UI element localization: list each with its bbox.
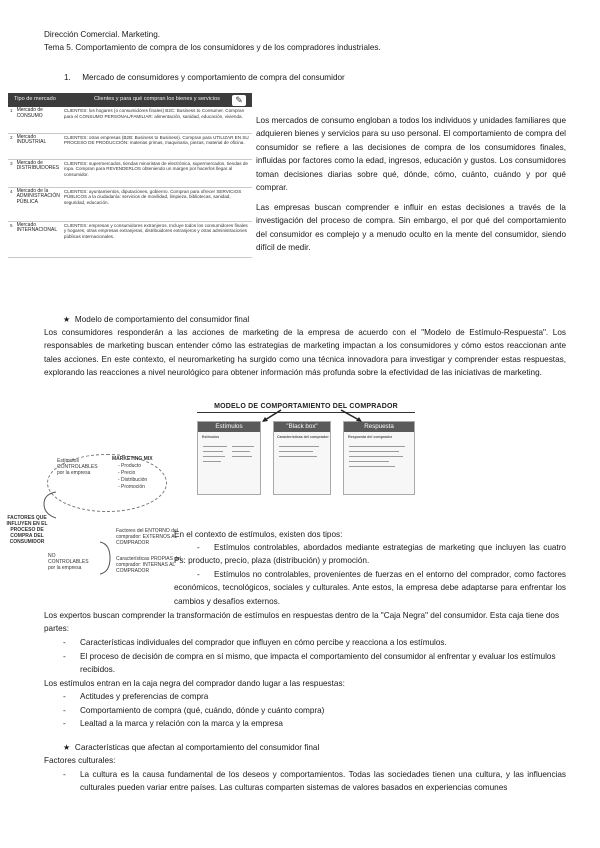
mix-item: - Precio — [118, 470, 136, 476]
topic-title: Tema 5. Comportamiento de compra de los consumidores y de los compradores industriales. — [44, 43, 381, 52]
row-number: 4 — [8, 187, 15, 221]
market-type: Mercado INTERNACIONAL — [15, 221, 62, 257]
model-paragraph: Los consumidores responderán a las acciones de marketing de la empresa de acuerdo con el "Modelo de Estímulo-Respuesta". Los responsables de marketing buscan entender cómo las estrategias de marketing impactan a los consumidores y cómo estos reaccionan ante tales acciones. En este contexto, el neuromarketing ha surgido como una técnica innovadora para investigar y comprender estas respuestas, explorando las reacciones a nivel neurológico para obtener información más profunda sobre la efectividad de las iniciativas de marketing. — [44, 328, 566, 378]
section3-heading-text: Características que afectan al comportamiento del consumidor final — [74, 743, 320, 752]
controllable-label: Estímulos CONTROLABLES por la empresa — [57, 458, 98, 476]
row-number: 2 — [8, 133, 15, 159]
market-types-table — [8, 93, 252, 258]
mix-item: - Promoción — [118, 484, 145, 490]
marketing-mix-label: MARKETING MIX — [112, 456, 153, 462]
buyer-behavior-model-diagram — [197, 403, 415, 498]
table-row — [8, 133, 252, 159]
star-icon: ★ — [63, 315, 71, 324]
arrow-down-right-icon — [337, 409, 367, 423]
blackbox-intro: Los expertos buscan comprender la transformación de estímulos en respuestas dentro de la "Caja Negra" del consumidor. Esta caja tiene dos partes: — [44, 611, 560, 634]
market-type: Mercado INDUSTRIAL — [15, 133, 62, 159]
stimuli-box — [197, 421, 261, 495]
section2-heading-text: Modelo de comportamiento del consumidor final — [74, 315, 250, 324]
table-row — [8, 221, 252, 257]
diagram-title: MODELO DE COMPORTAMIENTO DEL COMPRADOR — [197, 403, 415, 413]
section1-heading: 1. Mercado de consumidores y comportamiento de compra del consumidor — [64, 73, 345, 82]
response-box — [343, 421, 415, 495]
stimuli-intro: En el contexto de estímulos, existen dos tipos: — [174, 530, 343, 539]
course-title: Dirección Comercial. Marketing. — [44, 30, 161, 39]
blackbox-part: El proceso de decisión de compra en sí mismo, que impacta el comportamiento del consumidor al enfrentar y evaluar los estímulos recibidos. — [80, 652, 556, 675]
cultural-factors-label: Factores culturales: — [44, 756, 116, 765]
star-icon: ★ — [63, 743, 71, 752]
bullet-dash: - — [197, 543, 200, 552]
cultural-item: La cultura es la causa fundamental de los deseos y comportamientos. Todas las sociedades tienen una cultura, y las influencias culturales pueden variar entre países. Las culturas comparten sistemas de valores basados en experiencias comunes — [80, 770, 566, 793]
section2-heading — [63, 313, 249, 326]
external-factors-label: Factores del ENTORNO del comprador: EXTERNOS AL COMPRADOR — [116, 528, 178, 546]
bullet-dash: - — [63, 770, 66, 779]
stimuli-subhead: Estímulos — [202, 435, 220, 439]
responses-intro: Los estímulos entran en la caja negra del comprador dando lugar a las respuestas: — [44, 679, 345, 688]
black-box — [273, 421, 331, 495]
mix-item: - Producto — [118, 463, 142, 469]
table-header-clients: Clientes y para qué compran los bienes y servicios — [62, 93, 252, 107]
market-type: Mercado de CONSUMO — [15, 107, 62, 133]
internal-factors-label: Características PROPIAS del comprador: INTERNAS AL COMPRADOR — [116, 556, 182, 574]
black-box-subhead: Características del comprador — [277, 435, 329, 439]
market-type: Mercado de la ADMINISTRACIÓN PÚBLICA — [15, 187, 62, 221]
response-box-header: Respuesta — [344, 422, 414, 432]
brace-icon — [30, 490, 60, 520]
handshake-icon: ✎ — [232, 95, 246, 106]
row-number: 1 — [8, 107, 15, 133]
black-box-header: "Black box" — [274, 422, 330, 432]
uncontrollable-label: NO CONTROLABLES por la empresa — [48, 553, 89, 571]
response-item: Comportamiento de compra (qué, cuándo, dónde y cuánto compra) — [80, 706, 325, 715]
stimuli-item: Estímulos no controlables, provenientes de fuerzas en el entorno del comprador, como factores económicos, tecnológicos, sociales y culturales. Ante estos, la empresa debe adaptarse para enfrentar los cambios y desafíos externos. — [174, 570, 566, 606]
stimuli-box-header: Estímulos — [198, 422, 260, 432]
row-number: 5 — [8, 221, 15, 257]
response-item: Actitudes y preferencias de compra — [80, 692, 209, 701]
bullet-dash: - — [63, 692, 66, 701]
section3-heading — [63, 741, 319, 754]
influence-factors-label: FACTORES QUE INFLUYEN EN EL PROCESO DE COMPRA DEL CONSUMIDOR — [6, 515, 48, 545]
blackbox-part: Características individuales del comprador que influyen en cómo percibe y reacciona a los estímulos. — [80, 638, 447, 647]
row-number: 3 — [8, 159, 15, 187]
consumer-markets-paragraph: Los mercados de consumo engloban a todos los individuos y unidades familiares que adquieren bienes y servicios para su uso personal. El comportamiento de compra del consumidor se refiere a las decisiones de compra de los consumidores finales, influidas por factores como la edad, ingresos, educación y gustos. Los consumidores toman decisiones diarias sobre qué, dónde, cómo, cuánto, cuándo y por qué comprar. — [256, 116, 566, 193]
bullet-dash: - — [63, 719, 66, 728]
table-header-type: Tipo de mercado — [8, 93, 62, 107]
market-description: CLIENTES: los hogares (o consumidores finales) B2C: Business to Consumer. Compran para el CONSUMO PERSONAL/FAMILIAR: alimentación, sanidad, educación, vivienda. — [62, 107, 252, 133]
market-type: Mercado de DISTRIBUIDORES — [15, 159, 62, 187]
bullet-dash: - — [197, 570, 200, 579]
bullet-dash: - — [63, 652, 66, 661]
bullet-dash: - — [63, 638, 66, 647]
market-description: CLIENTES: supermercados, tiendas minoristas de electrónica, supermercados, tiendas de ropa. Compran para REVENDERLOS obteniendo un margen por hacerlos llegar al consumidor. — [62, 159, 252, 187]
table-row — [8, 107, 252, 133]
table-row — [8, 159, 252, 187]
market-description: CLIENTES: empresas y consumidores extranjeros. Incluye todos los consumidores finales y hogares, otras empresas extranjeras, distribuidores extranjeros y otras administraciones públicas internacionales. — [62, 221, 252, 257]
response-subhead: Respuesta del comprador — [348, 435, 393, 439]
arrow-down-left-icon — [257, 409, 287, 423]
stimuli-item: Estímulos controlables, abordados mediante estrategias de marketing que incluyen las cuatro Ps: producto, precio, plaza (distribución) y promoción. — [174, 543, 566, 566]
bullet-dash: - — [63, 706, 66, 715]
response-item: Lealtad a la marca y relación con la marca y la empresa — [80, 719, 283, 728]
table-row — [8, 187, 252, 221]
table-header-row — [8, 93, 252, 107]
mix-item: - Distribución — [118, 477, 148, 483]
companies-paragraph: Las empresas buscan comprender e influir en estas decisiones a través de la investigación del proceso de compra. Sin embargo, el por qué del comportamiento del consumidor es complejo y a menudo oculto en la mente del consumidor, siendo difícil de medir. — [256, 203, 566, 253]
market-description: CLIENTES: otras empresas (B2B: Business to Business). Compran para UTILIZAR EN SU PROCESO DE PRODUCCIÓN: materias primas, maquinaria, piezas, material de oficina. — [62, 133, 252, 159]
market-description: CLIENTES: ayuntamientos, diputaciones, gobierno. Compran para ofrecer SERVICIOS PÚBLICOS a la ciudadanía: servicios de movilidad, limpieza, bibliotecas, sanidad, seguridad, educación. — [62, 187, 252, 221]
